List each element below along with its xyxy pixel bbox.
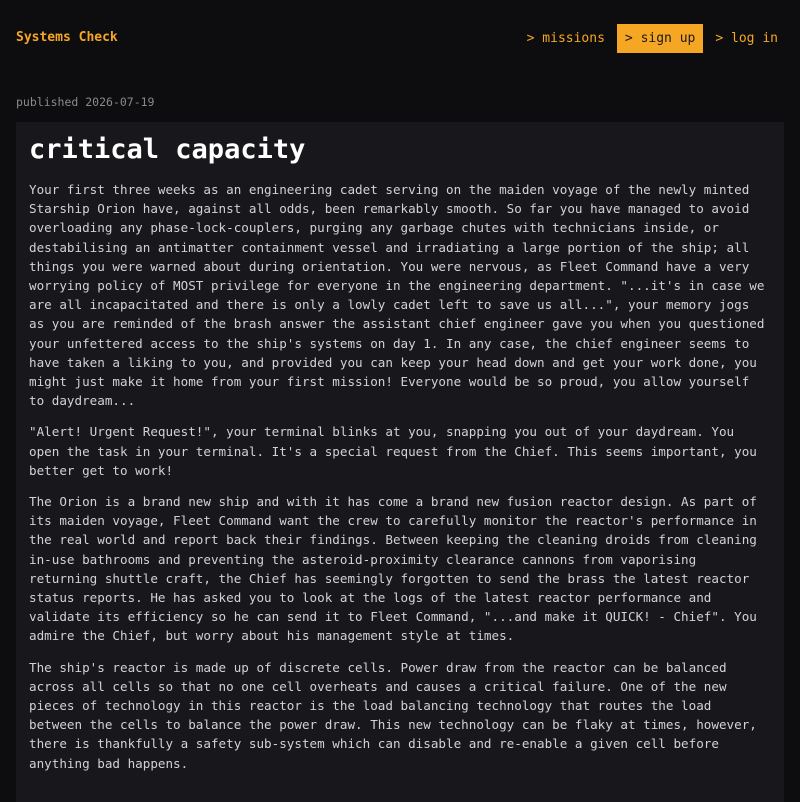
nav-missions-link[interactable]: > missions [526, 31, 605, 46]
main-nav [515, 24, 786, 53]
article-paragraph-1: Your first three weeks as an engineering cadet serving on the maiden voyage of the newly minted Starship Orion have, against all odds, been remarkably smooth. So far you have managed to avoid overloading any phase-lock-couplers, purging any garbage chutes with technicians inside, or destabilising an antimatter containment vessel and irradiating a large portion of the ship; all things you were warned about during orientation. You were nervous, as Fleet Command have a very worrying policy of MOST privilege for everyone in the engineering department. "...it's in case we are all incapacitated and there is only a lowly cadet left to save us all...", your memory jogs as you are reminded of the brash answer the assistant chief engineer gave you when you questioned your unfettered access to the ship's systems on day 1. In any case, the chief engineer seems to have taken a liking to you, and provided you can keep your head down and get your work done, you might just make it home from your first mission! Everyone would be so proud, you allow yourself to daydream... [29, 182, 765, 409]
article-title: critical capacity [29, 134, 306, 165]
article-paragraph-4: The ship's reactor is made up of discrete cells. Power draw from the reactor can be balanced across all cells so that no one cell overheats and causes a critical failure. One of the new pieces of technology in this reactor is the load balancing technology that routes the load between the cells to balance the power draw. This new technology can be flaky at times, however, there is thankfully a safety sub-system which can disable and re-enable a given cell before anything bad happens. [29, 659, 757, 771]
brand-link[interactable]: Systems Check [16, 30, 118, 45]
article-paragraph-2: "Alert! Urgent Request!", your terminal blinks at you, snapping you out of your daydream. You open the task in your terminal. It's a special request from the Chief. This seems important, you better get to work! [29, 424, 757, 478]
article-paragraph-3: The Orion is a brand new ship and with it has come a brand new fusion reactor design. As part of its maiden voyage, Fleet Command want the crew to carefully monitor the reactor's performance in the real world and report back their findings. Between keeping the cleaning droids from cleaning in-use bathrooms and preventing the asteroid-proximity clearance cannons from vaporising returning shuttle craft, the Chief has seemingly forgotten to send the brass the latest reactor status reports. He has asked you to look at the logs of the latest reactor performance and validate its efficiency so he can send it to Fleet Command, "...and make it QUICK! - Chief". You admire the Chief, but worry about his management style at times. [29, 494, 757, 644]
published-date: published 2026-07-19 [16, 95, 155, 109]
top-bar [0, 0, 800, 78]
nav-sign-up-button[interactable]: > sign up [617, 24, 703, 53]
article-card [16, 122, 784, 802]
nav-log-in-link[interactable]: > log in [715, 31, 778, 46]
